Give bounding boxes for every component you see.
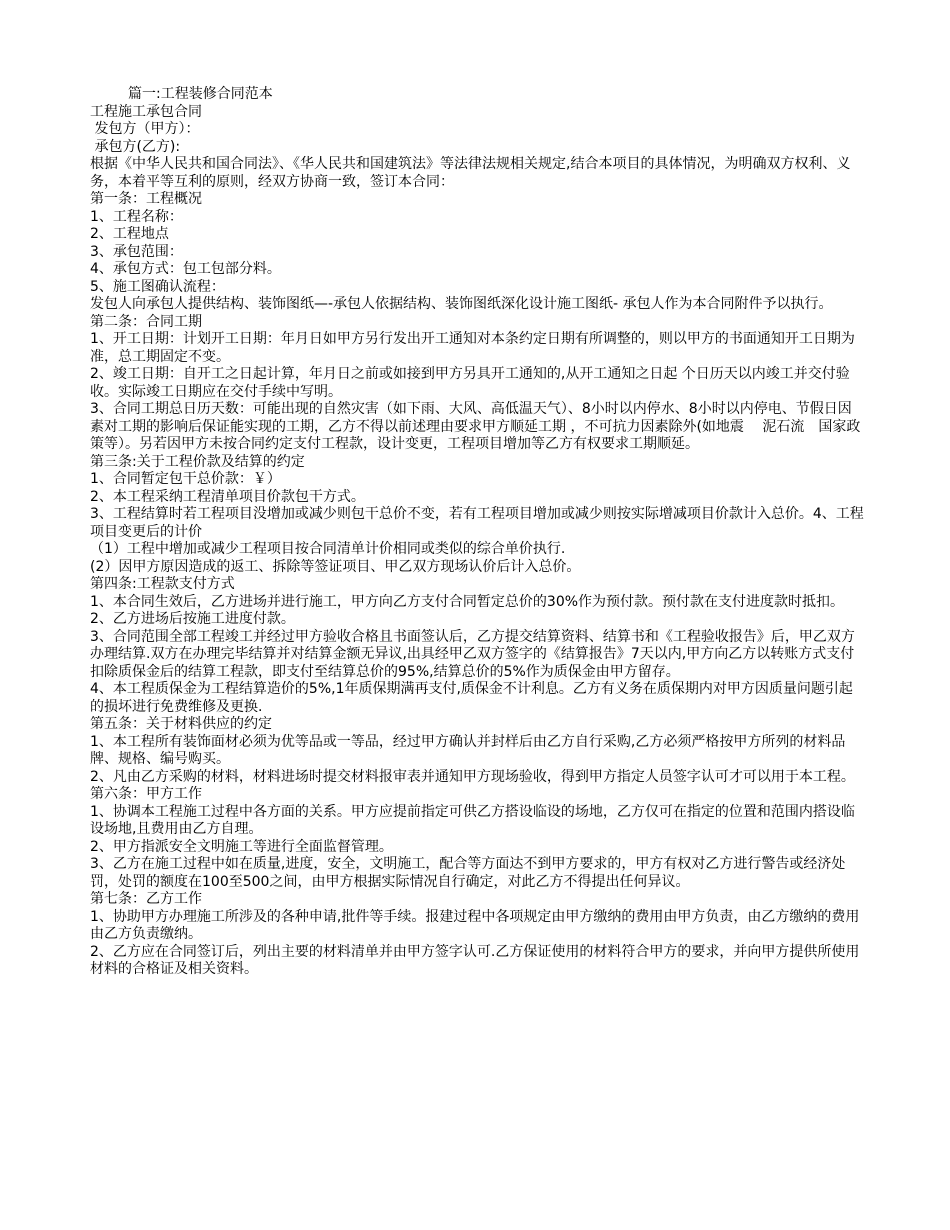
party-b-line: 承包方(乙方): xyxy=(90,138,181,155)
article-7-item-2: 2、乙方应在合同签订后，列出主要的材料清单并由甲方签字认可.乙方保证使用的材料符合甲方的要求，并向甲方提供所使用材料的合格证及相关资料。 xyxy=(90,943,860,977)
article-3-sub-2: (2）因甲方原因造成的返工、拆除等签证项目、甲乙双方现场认价后计入总价。 xyxy=(90,558,581,575)
article-1-item-1: 1、工程名称： xyxy=(90,208,183,225)
article-5-item-2: 2、凡由乙方采购的材料，材料进场时提交材料报审表并通知甲方现场验收，得到甲方指定人员签字认可才可以用于本工程。 xyxy=(90,768,855,785)
article-3-item-1: 1、合同暂定包干总价款：￥） xyxy=(90,471,281,487)
article-6-heading: 第六条：甲方工作 xyxy=(90,786,202,802)
article-1-item-2: 2、工程地点 xyxy=(90,226,169,242)
article-2-item-1: 1、开工日期：计划开工日期：年月日如甲方另行发出开工通知对本条约定日期有所调整的，则以甲方的书面通知开工日期为准，总工期固定不变。 xyxy=(90,331,855,365)
preamble-paragraph: 根据《中华人民共和国合同法》、《华人民共和国建筑法》等法律法规相关规定,结合本项目的具体情况，为明确双方权利、义务，本着平等互利的原则，经双方协商一致，签订本合同： xyxy=(90,156,851,190)
article-1-item-4: 4、承包方式：包工包部分料。 xyxy=(90,261,281,277)
article-7-heading: 第七条：乙方工作 xyxy=(90,891,202,907)
article-5-heading: 第五条：关于材料供应的约定 xyxy=(90,716,272,732)
drawing-flow-paragraph: 发包人向承包人提供结构、装饰图纸—-承包人依据结构、装饰图纸深化设计施工图纸- 承包人作为本合同附件予以执行。 xyxy=(90,296,833,312)
article-3-heading: 第三条:关于工程价款及结算的约定 xyxy=(90,453,305,470)
article-6-item-2: 2、甲方指派安全文明施工等进行全面监督管理。 xyxy=(90,838,393,855)
contract-title: 工程施工承包合同 xyxy=(90,103,202,120)
article-2-heading: 第二条：合同工期 xyxy=(90,313,202,330)
article-6-item-3: 3、乙方在施工过程中如在质量,进度，安全，文明施工，配合等方面达不到甲方要求的，甲方有权对乙方进行警告或经济处罚，处罚的额度在100至500之间，由甲方根据实际情况自行确定，对此乙方不得提出任何异议。 xyxy=(90,856,846,890)
article-1-item-5: 5、施工图确认流程： xyxy=(90,278,225,295)
article-2-item-3: 3、合同工期总日历天数：可能出现的自然灾害（如下雨、大风、高低温天气）、8小时以内停水、8小时以内停电、节假日因素对工期的影响后保证能实现的工期，乙方不得以前述理由要求甲方顺延工期 ，不可抗力因素除外(如地震 泥石流 国家政策等）。另若因甲方未按合同约定支付工程款，设计变更，工程项目增加等乙方有权要求工期顺延。 xyxy=(90,401,861,452)
article-6-item-1: 1、协调本工程施工过程中各方面的关系。甲方应提前指定可供乙方搭设临设的场地，乙方仅可在指定的位置和范围内搭设临设场地,且费用由乙方自理。 xyxy=(90,803,855,837)
article-2-item-2: 2、竣工日期：自开工之日起计算，年月日之前或如接到甲方另具开工通知的,从开工通知之日起 个日历天以内竣工并交付验收。实际竣工日期应在交付手续中写明。 xyxy=(90,366,850,400)
article-3-sub-1: （1）工程中增加或减少工程项目按合同清单计价相同或类似的综合单价执行. xyxy=(90,541,566,557)
article-1-heading: 第一条：工程概况 xyxy=(90,191,202,207)
article-3-item-2: 2、本工程采纳工程清单项目价款包干方式。 xyxy=(90,488,365,505)
article-5-item-1: 1、本工程所有装饰面材必须为优等品或一等品，经过甲方确认并封样后由乙方自行采购,乙方必须严格按甲方所列的材料品牌、规格、编号购买。 xyxy=(90,733,846,767)
article-4-item-3: 3、合同范围全部工程竣工并经过甲方验收合格且书面签认后，乙方提交结算资料、结算书和《工程验收报告》后，甲乙双方办理结算.双方在办理完毕结算并对结算金额无异议,出具经甲乙双方签字的《结算报告》7天以内,甲方向乙方以转账方式支付扣除质保金后的结算工程款，即支付至结算总价的95%,结算总价的5%作为质保金由甲方留存。 xyxy=(90,628,855,680)
article-4-item-1: 1、本合同生效后，乙方进场并进行施工，甲方向乙方支付合同暂定总价的30%作为预付款。预付款在支付进度款时抵扣。 xyxy=(90,593,845,610)
document-title: 篇一:工程装修合同范本 xyxy=(128,86,273,102)
document-body xyxy=(90,86,865,979)
article-7-item-1: 1、协助甲方办理施工所涉及的各种申请,批件等手续。报建过程中各项规定由甲方缴纳的费用由甲方负责，由乙方缴纳的费用由乙方负责缴纳。 xyxy=(90,908,860,942)
party-a-line: 发包方（甲方）： xyxy=(90,121,200,137)
article-4-heading: 第四条:工程款支付方式 xyxy=(90,576,235,592)
article-4-item-4: 4、本工程质保金为工程结算造价的5%,1年质保期满再支付,质保金不计利息。乙方有义务在质保期内对甲方因质量问题引起的损坏进行免费维修及更换. xyxy=(90,681,853,715)
article-4-item-2: 2、乙方进场后按施工进度付款。 xyxy=(90,611,295,627)
article-3-item-3: 3、工程结算时若工程项目没增加或减少则包干总价不变，若有工程项目增加或减少则按实际增减项目价款计入总价。4、工程项目变更后的计价 xyxy=(90,506,864,540)
article-1-item-3: 3、承包范围： xyxy=(90,243,183,260)
